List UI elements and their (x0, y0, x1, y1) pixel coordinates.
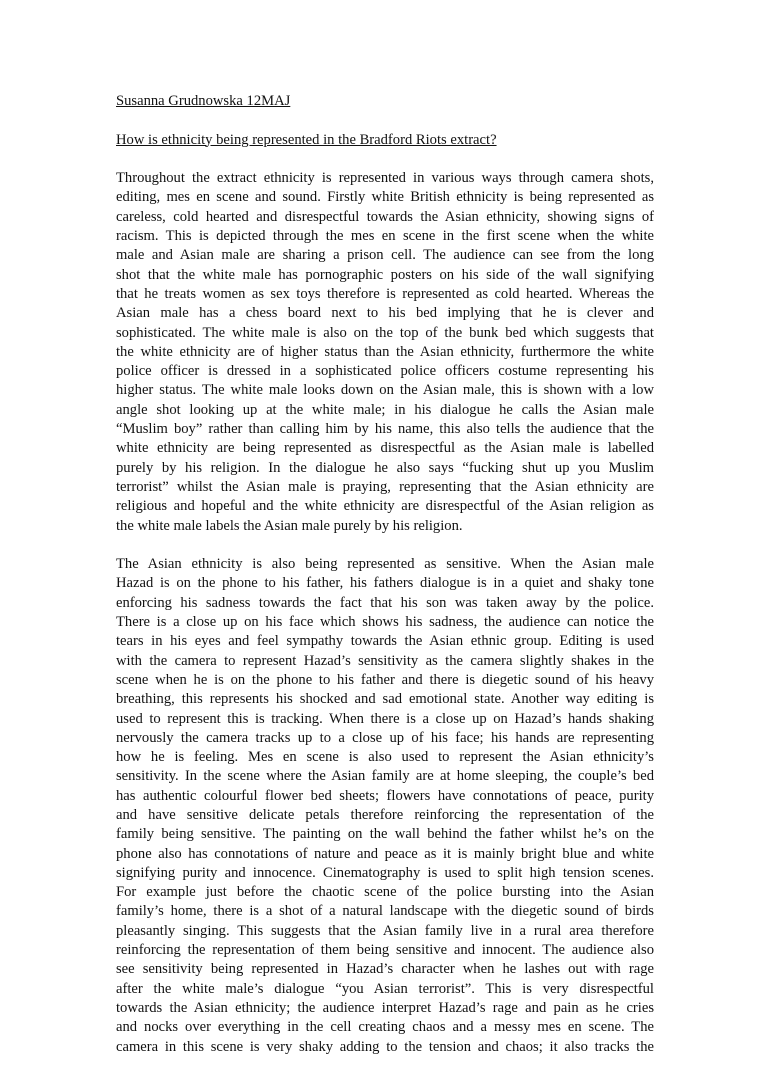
paragraph-line: see sensitivity being represented in Hazad’s character when he lashes out with rage (116, 961, 654, 978)
paragraph-line: racism. This is depicted through the mes en scene in the first scene when the white (116, 228, 654, 245)
spacer (116, 536, 654, 555)
paragraph-2 (116, 555, 654, 1057)
paragraph-line: Throughout the extract ethnicity is represented in various ways through camera shots, (116, 170, 654, 187)
paragraph-line: phone also has connotations of nature and peace as it is mainly bright blue and white (116, 845, 654, 862)
paragraph-line: careless, cold hearted and disrespectful towards the Asian ethnicity, showing signs of (116, 208, 654, 225)
paragraph-line: signifying purity and innocence. Cinematography is used to split high tension scenes. (116, 864, 654, 881)
paragraph-line: the white male labels the Asian male purely by his religion. (116, 517, 463, 534)
paragraph-line: and nocks over everything in the cell creating chaos and a messy mes en scene. The (116, 1019, 654, 1036)
paragraph-line: camera in this scene is very shaky adding to the tension and chaos; it also tracks the (116, 1038, 654, 1055)
paragraph-line: the white ethnicity are of higher status than the Asian ethnicity, furthermore the white (116, 343, 654, 360)
spacer (116, 111, 654, 130)
paragraph-line: with the camera to represent Hazad’s sensitivity as the camera slightly shakes in the (116, 652, 654, 669)
paragraph-line: sophisticated. The white male is also on the top of the bunk bed which suggests that (116, 324, 654, 341)
paragraph-line: used to represent this is tracking. When there is a close up on Hazad’s hands shaking (116, 710, 654, 727)
paragraph-line: male and Asian male are sharing a prison cell. The audience can see from the long (116, 247, 654, 264)
paragraph-line: tears in his eyes and feel sympathy towards the Asian ethnic group. Editing is used (116, 633, 654, 650)
paragraph-line: family’s home, there is a shot of a natural landscape with the diegetic sound of birds (116, 903, 654, 920)
paragraph-line: white ethnicity are being represented as disrespectful as the Asian male is labelled (116, 440, 654, 457)
paragraph-line: terrorist” whilst the Asian male is praying, representing that the Asian ethnicity are (116, 478, 654, 495)
paragraph-line: nervously the camera tracks up to a close up of his face; his hands are representing (116, 729, 654, 746)
paragraph-line: family being sensitive. The painting on the wall behind the father whilst he’s on the (116, 826, 654, 843)
paragraph-line: editing, mes en scene and sound. Firstly white British ethnicity is being represented as (116, 189, 654, 206)
paragraph-line: scene when he is on the phone to his father and there is diegetic sound of his heavy (116, 671, 654, 688)
paragraph-line: pleasantly singing. This suggests that the Asian family live in a rural area therefore (116, 922, 654, 939)
paragraph-line: that he treats women as sex toys therefore is represented as cold hearted. Whereas the (116, 285, 654, 302)
paragraph-line: sensitivity. In the scene where the Asian family are at home sleeping, the couple’s bed (116, 768, 654, 785)
paragraph-line: higher status. The white male looks down on the Asian male, this is shown with a low (116, 382, 654, 399)
paragraph-line: Hazad is on the phone to his father, his fathers dialogue is in a quiet and shaky tone (116, 575, 654, 592)
paragraph-line: police officer is dressed in a sophisticated police officers costume representing his (116, 363, 654, 380)
paragraph-line: purely by his religion. In the dialogue he also says “fucking shut up you Muslim (116, 459, 654, 476)
paragraph-line: The Asian ethnicity is also being represented as sensitive. When the Asian male (116, 556, 654, 573)
paragraph-line: has authentic colourful flower bed sheets; flowers have connotations of peace, purity (116, 787, 654, 804)
paragraph-line: religious and hopeful and the white ethnicity are disrespectful of the Asian religion as (116, 498, 654, 515)
paragraph-line: For example just before the chaotic scene of the police bursting into the Asian (116, 884, 654, 901)
author-line: Susanna Grudnowska 12MAJ (116, 93, 291, 109)
paragraph-line: There is a close up on his face which shows his sadness, the audience can notice the (116, 614, 654, 631)
paragraph-line: after the white male’s dialogue “you Asian terrorist”. This is very disrespectful (116, 980, 654, 997)
paragraph-line: towards the Asian ethnicity; the audience interpret Hazad’s rage and pain as he cries (116, 999, 654, 1016)
paragraph-line: breathing, this represents his shocked and sad emotional state. Another way editing is (116, 691, 654, 708)
paragraph-line: Asian male has a chess board next to his bed implying that he is clever and (116, 305, 654, 322)
paragraph-1 (116, 169, 654, 536)
paragraph-line: reinforcing the representation of them being sensitive and innocent. The audience also (116, 942, 654, 959)
paragraph-line: shot that the white male has pornographic posters on his side of the wall signifying (116, 266, 654, 283)
paragraph-line: how he is feeling. Mes en scene is also used to represent the Asian ethnicity’s (116, 749, 654, 766)
paragraph-line: enforcing his sadness towards the fact that his son was taken away by the police. (116, 594, 654, 611)
paragraph-line: angle shot looking up at the white male; in his dialogue he calls the Asian male (116, 401, 654, 418)
document-page (116, 92, 654, 1057)
essay-question: How is ethnicity being represented in the Bradford Riots extract? (116, 131, 497, 148)
paragraph-line: “Muslim boy” rather than calling him by his name, this also tells the audience that the (116, 421, 654, 438)
spacer (116, 150, 654, 169)
paragraph-line: and have sensitive delicate petals therefore reinforcing the representation of the (116, 806, 654, 823)
